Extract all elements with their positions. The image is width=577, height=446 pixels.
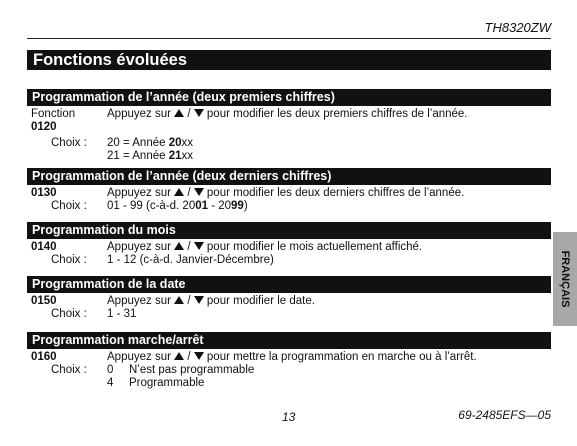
description: Appuyez sur / pour modifier les deux premiers chiffres de l’année.	[107, 108, 468, 120]
choice-value: 1 - 12 (c-à-d. Janvier-Décembre)	[107, 254, 274, 266]
code-row	[27, 295, 551, 308]
side-tab-label: FRANÇAIS	[559, 250, 571, 308]
language-side-tab	[553, 232, 577, 326]
up-arrow-icon	[174, 188, 184, 196]
function-code: 0140	[31, 241, 57, 253]
function-code: 0130	[31, 187, 57, 199]
up-arrow-icon	[174, 109, 184, 117]
code-value-row	[27, 121, 551, 134]
choice-row	[27, 150, 551, 163]
code-row	[27, 187, 551, 200]
description: Appuyez sur / pour modifier les deux derniers chiffres de l’année.	[107, 187, 465, 199]
choice-label: Choix :	[51, 200, 87, 212]
choice-value: 01 - 99 (c-à-d. 2001 - 2099)	[107, 200, 248, 212]
section-header: Programmation de l’année (deux derniers chiffres)	[27, 168, 551, 185]
up-arrow-icon	[174, 352, 184, 360]
document-code: 69-2485EFS—05	[458, 408, 551, 422]
code-row	[27, 108, 551, 121]
description: Appuyez sur / pour modifier le date.	[107, 295, 315, 307]
option-label: Programmable	[129, 377, 205, 389]
page-title: Fonctions évoluées	[27, 50, 551, 70]
section-header: Programmation de l’année (deux premiers chiffres)	[27, 89, 551, 106]
description: Appuyez sur / pour modifier le mois actuellement affiché.	[107, 241, 423, 253]
model-number: TH8320ZW	[484, 20, 551, 35]
option-value: 0	[107, 364, 114, 376]
down-arrow-icon	[194, 296, 204, 304]
page-number: 13	[282, 410, 296, 424]
choice-row	[27, 137, 551, 150]
top-divider	[27, 38, 551, 39]
choice-row	[27, 377, 551, 390]
choice-label: Choix :	[51, 137, 87, 149]
up-arrow-icon	[174, 242, 184, 250]
down-arrow-icon	[194, 109, 204, 117]
function-code: 0160	[31, 351, 57, 363]
down-arrow-icon	[194, 352, 204, 360]
section-year-first-digits	[27, 89, 551, 163]
choice-row	[27, 254, 551, 267]
choice-value: 21 = Année 21xx	[107, 150, 194, 162]
down-arrow-icon	[194, 188, 204, 196]
up-arrow-icon	[174, 296, 184, 304]
choice-value: 1 - 31	[107, 308, 137, 320]
option-label: N’est pas programmable	[129, 364, 255, 376]
section-date	[27, 276, 551, 321]
option-value: 4	[107, 377, 114, 389]
section-header: Programmation du mois	[27, 222, 551, 239]
section-program-on-off	[27, 332, 551, 390]
description: Appuyez sur / pour mettre la programmation en marche ou à l’arrêt.	[107, 351, 477, 363]
section-header: Programmation marche/arrêt	[27, 332, 551, 349]
choice-row	[27, 308, 551, 321]
code-row	[27, 241, 551, 254]
choice-label: Choix :	[51, 364, 87, 376]
function-label: Fonction	[31, 108, 76, 120]
down-arrow-icon	[194, 242, 204, 250]
section-header: Programmation de la date	[27, 276, 551, 293]
choice-label: Choix :	[51, 254, 87, 266]
choice-row	[27, 200, 551, 213]
choice-row	[27, 364, 551, 377]
function-code: 0150	[31, 295, 57, 307]
code-row	[27, 351, 551, 364]
section-year-last-digits	[27, 168, 551, 213]
choice-label: Choix :	[51, 308, 87, 320]
function-code: 0120	[31, 121, 57, 133]
choice-value: 20 = Année 20xx	[107, 137, 194, 149]
section-month	[27, 222, 551, 267]
